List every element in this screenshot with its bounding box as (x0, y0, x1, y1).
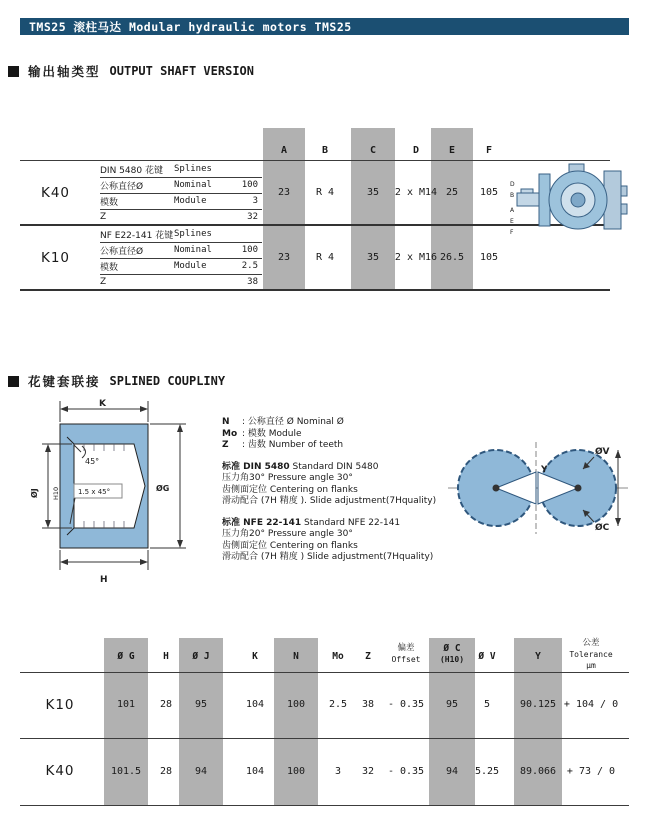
dim-oc-label: ØC (595, 523, 610, 533)
spec-label-cn: 模数 (100, 197, 119, 208)
legend-line: 压力角30° Pressure angle 30° (222, 473, 353, 483)
k40-h: 28 (159, 766, 173, 777)
spec-value: 32 (247, 212, 258, 222)
motor-dim-label-a: A (510, 207, 515, 214)
k40-y: 89.066 (519, 766, 557, 777)
header-mo: Mo (332, 651, 344, 662)
spec-value: 38 (247, 277, 258, 287)
spec-row (100, 193, 258, 209)
spline-legend (222, 417, 454, 564)
k40-ov: 5.25 (474, 766, 500, 777)
header-tolerance (557, 638, 625, 671)
legend-nfe-title (222, 518, 454, 530)
legend-text: : 模数 Module (242, 428, 302, 439)
spec-label-en: Module (174, 196, 207, 206)
section-bullet-icon (8, 66, 19, 77)
header-offset (378, 643, 434, 665)
spec-row (100, 274, 258, 290)
spec-row (100, 242, 258, 258)
splined-discs-diagram (446, 430, 630, 554)
k40-z: 32 (361, 766, 375, 777)
shaft-model-k40: K40 (40, 185, 71, 201)
spec-label-en: Nominal (174, 245, 212, 255)
header-og: Ø G (117, 651, 135, 662)
legend-din-title-bold: 标准 DIN 5480 (222, 461, 290, 472)
dim-y-label: Y (541, 465, 548, 475)
header-ov: Ø V (478, 651, 496, 662)
header-tol-en: Tolerance (569, 650, 613, 659)
dim-ov-label: ØV (595, 447, 610, 457)
k40-mo: 3 (334, 766, 342, 777)
header-oc-l1: Ø C (443, 643, 461, 654)
table-rule (20, 805, 629, 806)
discs-drawing (446, 430, 630, 550)
k10-oj: 95 (194, 699, 208, 710)
legend-text: : 齿数 Number of teeth (242, 440, 344, 450)
k10-k: 104 (245, 699, 265, 710)
section-bullet-icon (8, 376, 19, 387)
coupling-model-k10: K10 (45, 697, 75, 713)
spec-value: 100 (241, 245, 258, 255)
section1-title-en: OUTPUT SHAFT VERSION (109, 64, 255, 78)
k10-value-e: 26.5 (439, 252, 465, 263)
spec-label-cn: DIN 5480 花键 (100, 165, 163, 176)
title-bar-text: TMS25 滚柱马达 Modular hydraulic motors TMS25 (29, 19, 352, 34)
motor-dim-label-b: B (510, 192, 515, 199)
k40-value-b: R 4 (315, 187, 335, 198)
chamfer-size-label: 1.5 x 45° (78, 488, 111, 496)
header-offset-en: Offset (391, 655, 421, 664)
k10-oc: 95 (445, 699, 459, 710)
header-tol-unit: μm (586, 661, 596, 670)
coupling-sleeve-diagram (28, 396, 208, 592)
k10-value-a: 23 (277, 252, 291, 263)
legend-key: Mo (222, 428, 238, 439)
k40-oc: 94 (445, 766, 459, 777)
legend-key: Z (222, 440, 229, 450)
table-rule (20, 672, 629, 673)
k40-n: 100 (286, 766, 306, 777)
section-output-shaft-heading (8, 62, 254, 80)
coupling-model-k40: K40 (45, 763, 75, 779)
spec-label-cn: Z (100, 277, 107, 287)
spec-label-cn: 模数 (100, 262, 119, 273)
legend-nfe-title-bold: 标准 NFE 22-141 (222, 517, 302, 528)
legend-nfe-title-rest: Standard NFE 22-141 (301, 517, 401, 528)
legend-din-title (222, 462, 454, 474)
coupling-drawing (28, 396, 208, 588)
k10-mo: 2.5 (328, 699, 348, 710)
k40-value-f: 105 (479, 187, 499, 198)
k10-tolerance: + 104 / 0 (563, 699, 619, 710)
k10-y: 90.125 (519, 699, 557, 710)
legend-line: 齿侧面定位 Centering on flanks (222, 540, 358, 551)
spec-value: 100 (241, 180, 258, 190)
k40-offset: - 0.35 (387, 766, 425, 777)
k40-value-c: 35 (366, 187, 380, 198)
k10-ov: 5 (483, 699, 491, 710)
k10-value-b: R 4 (315, 252, 335, 263)
legend-def-z (222, 440, 454, 452)
header-y: Y (535, 651, 541, 662)
section2-title-cn: 花键套联接 (28, 374, 101, 389)
spec-label-en: Nominal (174, 180, 212, 190)
k10-offset: - 0.35 (387, 699, 425, 710)
dim-k-label: K (99, 399, 106, 409)
k40-tolerance: + 73 / 0 (566, 766, 616, 777)
section-spline-coupling-heading (8, 372, 225, 390)
legend-key: N (222, 417, 230, 427)
header-tol-cn: 公差 (582, 638, 600, 648)
spec-value: 3 (252, 196, 258, 206)
k10-h: 28 (159, 699, 173, 710)
motor-diagram (508, 156, 630, 250)
header-h: H (163, 651, 169, 662)
spec-label-cn: NF E22-141 花键 (100, 230, 174, 241)
header-oc-l2: (H10) (439, 655, 465, 664)
k40-value-a: 23 (277, 187, 291, 198)
legend-line: 滑动配合 (7H 精度 ) Slide adjustment(7Hquality) (222, 552, 434, 562)
spec-label-cn: 公称直径Ø (100, 181, 144, 192)
dim-h-label: H (100, 575, 108, 585)
motor-dim-label-d: D (510, 181, 515, 188)
k40-value-e: 25 (445, 187, 459, 198)
k40-oj: 94 (194, 766, 208, 777)
spec-label-cn: Z (100, 212, 107, 222)
spec-label-en: Splines (174, 229, 212, 239)
k10-value-d: 2 x M16 (394, 252, 438, 263)
spec-row (100, 258, 258, 274)
spec-row (100, 161, 258, 177)
col-letter-f: F (485, 145, 493, 156)
k10-value-c: 35 (366, 252, 380, 263)
motor-drawing (508, 156, 630, 246)
dim-og-label: ØG (156, 484, 170, 493)
header-offset-cn: 偏差 (397, 643, 415, 653)
header-k: K (252, 651, 258, 662)
legend-line: 齿侧面定位 Centering on flanks (222, 484, 358, 495)
k10-value-f: 105 (479, 252, 499, 263)
section2-title-en: SPLINED COUPLINY (109, 374, 226, 388)
col-letter-b: B (321, 145, 329, 156)
dim-oj-fit-label: H10 (52, 486, 60, 500)
spec-row (100, 226, 258, 242)
table-rule (20, 738, 629, 739)
header-oj: Ø J (192, 651, 210, 662)
col-letter-a: A (280, 145, 288, 156)
spec-value: 2.5 (241, 261, 258, 271)
motor-dim-label-f: F (510, 229, 514, 236)
legend-def-n (222, 417, 454, 429)
col-letter-c: C (369, 145, 377, 156)
legend-line: 压力角20° Pressure angle 30° (222, 529, 353, 539)
spec-label-cn: 公称直径Ø (100, 246, 144, 257)
k10-og: 101 (116, 699, 136, 710)
k40-value-d: 2 x M14 (394, 187, 438, 198)
legend-def-mo (222, 429, 454, 441)
header-n: N (293, 651, 299, 662)
k10-z: 38 (361, 699, 375, 710)
col-letter-e: E (448, 145, 456, 156)
section1-title-cn: 输出轴类型 (28, 64, 101, 79)
legend-din-title-rest: Standard DIN 5480 (289, 461, 379, 472)
spec-row (100, 209, 258, 225)
legend-text: : 公称直径 Ø Nominal Ø (242, 417, 344, 427)
spec-label-en: Splines (174, 164, 212, 174)
k40-k: 104 (245, 766, 265, 777)
k10-n: 100 (286, 699, 306, 710)
header-z: Z (365, 651, 371, 662)
col-letter-d: D (412, 145, 420, 156)
motor-dim-label-e: E (510, 218, 514, 225)
shaft-model-k10: K10 (40, 250, 71, 266)
spec-label-en: Module (174, 261, 207, 271)
k40-og: 101.5 (110, 766, 142, 777)
dim-oj-label: ØJ (30, 488, 39, 498)
legend-line: 滑动配合 (7H 精度 ). Slide adjustment(7Hquality) (222, 496, 437, 506)
title-bar (20, 18, 629, 35)
spec-row (100, 177, 258, 193)
chamfer-angle-label: 45° (85, 457, 100, 466)
